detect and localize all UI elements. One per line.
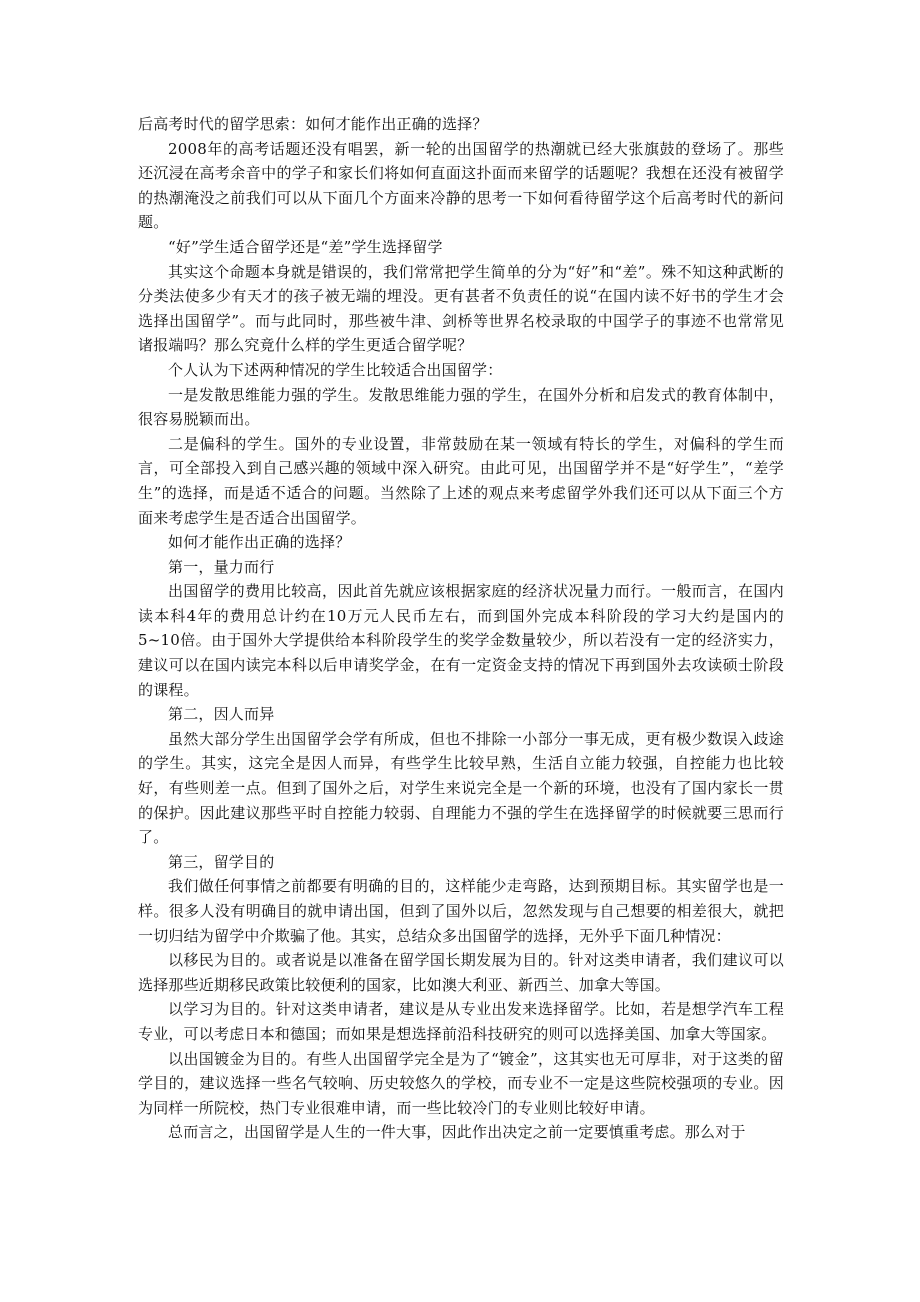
paragraph: 虽然大部分学生出国留学会学有所成，但也不排除一小部分一事无成，更有极少数误入歧途的学生。其实，这完全是因人而异，有些学生比较早熟，生活自立能力较强，自控能力也比较好，有些则差一点。但到了国外之后，对学生来说完全是一个新的环境，也没有了国内家长一贯的保护。因此建议那些平时自控能力较弱、自理能力不强的学生在选择留学的时候就要三思而行了。 bbox=[138, 729, 784, 847]
section-heading: 如何才能作出正确的选择？ bbox=[168, 533, 351, 552]
paragraph: 个人认为下述两种情况的学生比较适合出国留学： bbox=[168, 360, 503, 379]
paragraph: 以移民为目的。或者说是以准备在留学国长期发展为目的。针对这类申请者，我们建议可以选择那些近期移民政策比较便利的国家，比如澳大利亚、新西兰、加拿大等国。 bbox=[138, 951, 784, 994]
subsection-heading: 第一，量力而行 bbox=[168, 557, 275, 576]
paragraph: 一是发散思维能力强的学生。发散思维能力强的学生，在国外分析和启发式的教育体制中，很容易脱颖而出。 bbox=[138, 385, 784, 429]
article-title: 后高考时代的留学思索：如何才能作出正确的选择？ bbox=[138, 115, 488, 133]
paragraph: 出国留学的费用比较高，因此首先就应该根据家庭的经济状况量力而行。一般而言，在国内读本科4年的费用总计约在10万元人民币左右，而到国外完成本科阶段的学习大约是国内的5~10倍。由于国外大学提供给本科阶段学生的奖学金数量较少，所以若没有一定的经济实力，建议可以在国内读完本科以后申请奖学金，在有一定资金支持的情况下再到国外去攻读硕士阶段的课程。 bbox=[138, 582, 784, 699]
subsection-heading: 第三，留学目的 bbox=[168, 852, 275, 871]
paragraph: 以学习为目的。针对这类申请者，建议是从专业出发来选择留学。比如，若是想学汽车工程专业，可以考虑日本和德国；而如果是想选择前沿科技研究的则可以选择美国、加拿大等国家。 bbox=[138, 1000, 784, 1043]
section-heading: “好”学生适合留学还是“差”学生选择留学 bbox=[168, 237, 443, 256]
paragraph: 二是偏科的学生。国外的专业设置，非常鼓励在某一领域有特长的学生，对偏科的学生而言，可全部投入到自己感兴趣的领域中深入研究。由此可见，出国留学并不是“好学生”，“差学生”的选择，而是适不适合的问题。当然除了上述的观点来考虑留学外我们还可以从下面三个方面来考虑学生是否适合出国留学。 bbox=[138, 434, 784, 527]
paragraph: 以出国镀金为目的。有些人出国留学完全是为了“镀金”，这其实也无可厚非，对于这类的留学目的，建议选择一些名气较响、历史较悠久的学校，而专业不一定是这些院校强项的专业。因为同样一所院校，热门专业很难申请，而一些比较冷门的专业则比较好申请。 bbox=[138, 1049, 784, 1117]
article-body bbox=[138, 112, 784, 1145]
paragraph: 总而言之，出国留学是人生的一件大事，因此作出决定之前一定要慎重考虑。那么对于 bbox=[168, 1123, 746, 1142]
paragraph: 2008年的高考话题还没有唱罢，新一轮的出国留学的热潮就已经大张旗鼓的登场了。那些还沉浸在高考余音中的学子和家长们将如何直面这扑面而来留学的话题呢？我想在还没有被留学的热潮淹没之前我们可以从下面几个方面来冷静的思考一下如何看待留学这个后高考时代的新问题。 bbox=[138, 139, 784, 232]
paragraph: 其实这个命题本身就是错误的，我们常常把学生简单的分为“好”和“差”。殊不知这种武断的分类法使多少有天才的孩子被无端的埋没。更有甚者不负责任的说“在国内读不好书的学生才会选择出国留学”。而与此同时，那些被牛津、剑桥等世界名校录取的中国学子的事迹不也常常见诸报端吗？那么究竟什么样的学生更适合留学呢？ bbox=[138, 262, 784, 355]
subsection-heading: 第二，因人而异 bbox=[168, 705, 275, 724]
paragraph: 我们做任何事情之前都要有明确的目的，这样能少走弯路，达到预期目标。其实留学也是一样。很多人没有明确目的就申请出国，但到了国外以后，忽然发现与自己想要的相差很大，就把一切归结为留学中介欺骗了他。其实，总结众多出国留学的选择，无外乎下面几种情况： bbox=[138, 877, 784, 945]
